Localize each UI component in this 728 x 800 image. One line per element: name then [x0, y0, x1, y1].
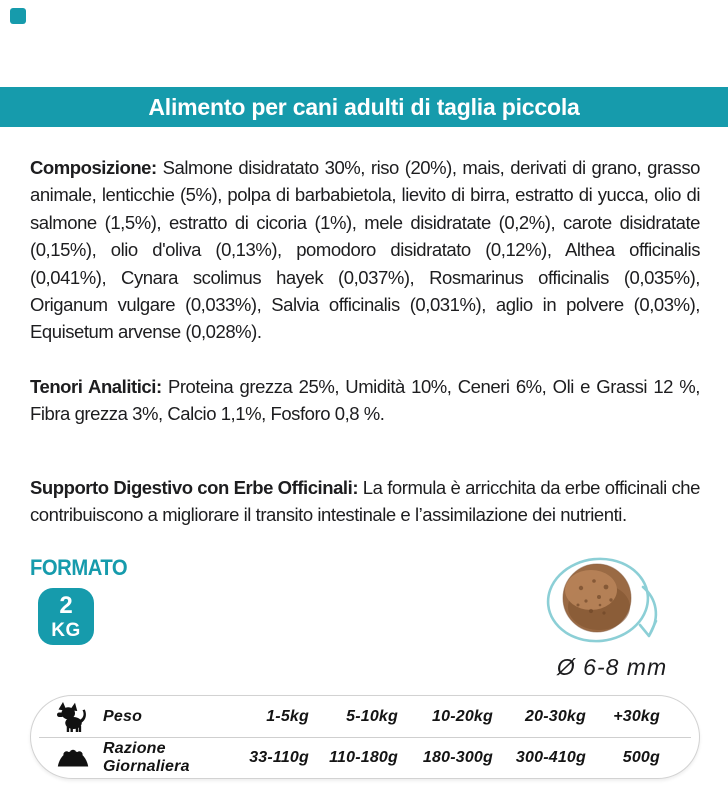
row-label-razione-giornaliera: Razione Giornaliera	[103, 740, 190, 776]
digestive-support-text: La formula è arricchita da erbe officinali che contribuiscono a migliorare il transito intestinale e l’assimilazione dei nutrienti.	[30, 476, 700, 526]
weight-badge	[38, 588, 94, 645]
brand-corner-mark	[10, 8, 26, 24]
kibble-photo	[536, 553, 688, 649]
format-row	[30, 555, 700, 681]
composition-label: Composizione:	[30, 157, 157, 178]
composition-text: Salmone disidratato 30%, riso (20%), mais, derivati di grano, grasso animale, lenticchie (5%), polpa di barbabietola, lievito di birra, estratto di yucca, olio di salmone (1,5%), estratto di cicoria (1%), mele disidratate (0,2%), carote disidratate (0,15%), olio d'oliva (0,13%), pomodoro disidratato (0,12%), Althea officinalis (0,041%), Cynara scolimus hayek (0,037%), Rosmarinus officinalis (0,035%), Origanum vulgare (0,033%), Salvia officinalis (0,031%), aglio in polvere (0,03%), Equisetum arvense (0,028%).	[30, 157, 700, 343]
analytical-constituents-text: Proteina grezza 25%, Umidità 10%, Ceneri 6%, Oli e Grassi 12 %, Fibra grezza 3%, Calcio 1,1%, Fosforo 0,8 %.	[30, 375, 700, 425]
kibble-diameter-note: Ø 6-8 mm	[556, 654, 668, 681]
ration-table	[30, 695, 700, 779]
composition-paragraph	[30, 154, 700, 346]
ration-amount-cell: 180-300g	[422, 749, 493, 767]
ration-amount-cell: 300-410g	[515, 749, 586, 767]
dog-icon	[57, 701, 103, 733]
ration-amount-cell: 500g	[622, 749, 660, 767]
weight-unit: KG	[51, 619, 81, 641]
banner	[0, 87, 728, 127]
digestive-support-label: Supporto Digestivo con Erbe Officinali:	[30, 476, 359, 498]
content-area	[30, 127, 700, 779]
table-row-weight	[31, 696, 699, 737]
format-block	[30, 555, 136, 645]
weight-range-cell: +30kg	[613, 707, 660, 725]
row-label-peso: Peso	[103, 707, 143, 725]
food-mound-icon	[57, 749, 103, 768]
weight-range-cell: 1-5kg	[266, 707, 309, 725]
kibble-figure	[536, 553, 688, 681]
digestive-support-paragraph	[30, 474, 700, 529]
ration-amount-cell: 33-110g	[249, 749, 309, 767]
format-heading: FORMATO	[30, 555, 128, 581]
weight-range-cell: 10-20kg	[432, 707, 493, 725]
analytical-constituents-paragraph	[30, 373, 700, 428]
weight-range-cell: 5-10kg	[346, 707, 398, 725]
analytical-constituents-label: Tenori Analitici:	[30, 375, 162, 397]
weight-range-cell: 20-30kg	[525, 707, 586, 725]
table-row-ration	[31, 738, 699, 779]
weight-value: 2	[59, 591, 73, 619]
kibble-ball	[563, 564, 631, 632]
ration-amount-cell: 110-180g	[329, 749, 398, 767]
page-title: Alimento per cani adulti di taglia piccola	[148, 93, 580, 120]
